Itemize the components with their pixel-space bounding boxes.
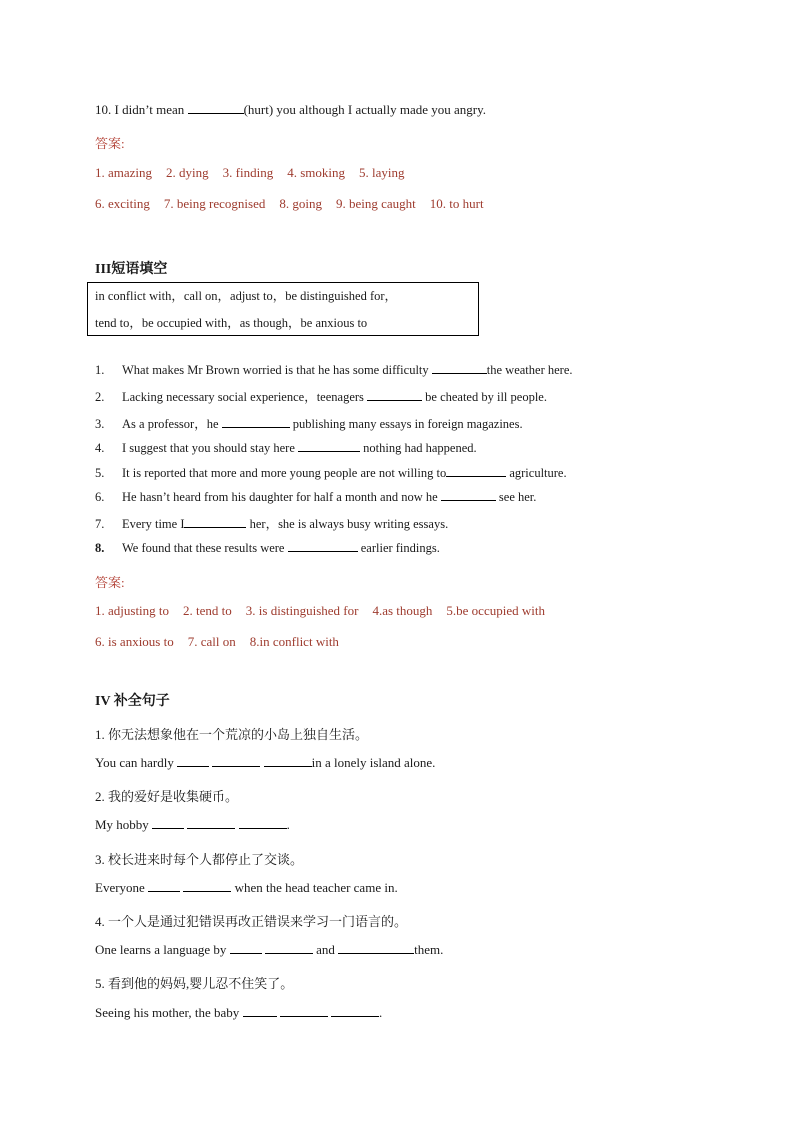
answer-item: 3. finding	[222, 165, 274, 180]
answer-row	[95, 165, 419, 181]
answer-blank[interactable]	[212, 755, 260, 767]
sentence-text: .	[286, 817, 290, 832]
question-text: agriculture.	[506, 466, 567, 480]
question-text: see her.	[495, 490, 537, 504]
answer-blank[interactable]	[187, 817, 235, 829]
answer-blank[interactable]	[432, 362, 487, 374]
question-item	[95, 489, 536, 505]
chinese-sentence: 1. 你无法想象他在一个荒凉的小岛上独自生活。	[95, 727, 369, 742]
answer-blank[interactable]	[243, 1005, 277, 1017]
question-text: Every time I	[122, 517, 185, 531]
sentence-text: One learns a language by	[95, 942, 230, 957]
answer-blank[interactable]	[222, 416, 290, 428]
english-sentence	[95, 1005, 382, 1021]
question-number: 2.	[95, 390, 105, 404]
answer-item: 2. dying	[166, 165, 209, 180]
answer-blank[interactable]	[184, 516, 246, 528]
answer-blank[interactable]	[148, 880, 180, 892]
question-item	[95, 465, 567, 481]
answer-row	[95, 196, 498, 212]
answer-blank[interactable]	[288, 540, 358, 552]
answer-blank[interactable]	[230, 942, 262, 954]
question-text: her，she is always busy writing essays.	[246, 517, 449, 531]
question-item	[95, 514, 448, 532]
question-number: 1.	[95, 363, 105, 377]
question-number: 3.	[95, 417, 105, 431]
answer-blank[interactable]	[331, 1005, 379, 1017]
answer-item: 6. exciting	[95, 196, 150, 211]
question-number: 6.	[95, 490, 105, 504]
answer-item: 6. is anxious to	[95, 634, 174, 649]
question-number: 5.	[95, 466, 105, 480]
section-heading: IV 补全句子	[95, 694, 170, 709]
answer-item: 10. to hurt	[429, 196, 484, 211]
sentence-text: them.	[414, 942, 444, 957]
question-text: earlier findings.	[357, 541, 440, 555]
answer-blank[interactable]	[188, 102, 244, 114]
sentence-text: when the head teacher came in.	[231, 880, 398, 895]
answer-item: 4.as though	[372, 603, 433, 618]
question-text: the weather here.	[486, 363, 573, 377]
phrase-box-line: in conflict with，call on，adjust to，be distinguished for，	[95, 289, 398, 303]
question-text: We found that these results were	[122, 541, 288, 555]
answer-blank[interactable]	[183, 880, 231, 892]
question-text: As a professor，he	[122, 417, 222, 431]
answer-row	[95, 603, 559, 619]
answer-item: 7. being recognised	[163, 196, 266, 211]
answer-item: 9. being caught	[335, 196, 416, 211]
sentence-text: .	[379, 1005, 383, 1020]
answer-item: 7. call on	[187, 634, 236, 649]
question-text: Lacking necessary social experience，teenagers	[122, 390, 368, 404]
answer-blank[interactable]	[367, 389, 422, 401]
answer-blank[interactable]	[446, 465, 506, 477]
answer-label: 答案:	[95, 575, 125, 590]
phrase-box-line: tend to，be occupied with，as though，be anxious to	[95, 316, 368, 330]
sentence-text: in a lonely island alone.	[311, 755, 436, 770]
answer-item: 5. laying	[359, 165, 405, 180]
question-10-text-before: 10. I didn’t mean	[95, 102, 188, 117]
answer-blank[interactable]	[338, 942, 414, 954]
question-text: What makes Mr Brown worried is that he has some difficulty	[122, 363, 432, 377]
answer-item: 5.be occupied with	[446, 603, 545, 618]
question-number: 7.	[95, 517, 105, 531]
answer-item: 1. amazing	[95, 165, 153, 180]
sentence-text: Everyone	[95, 880, 149, 895]
chinese-sentence: 3. 校长进来时每个人都停止了交谈。	[95, 852, 304, 867]
sentence-text: and	[312, 942, 339, 957]
question-item	[95, 387, 547, 405]
answer-item: 8.in conflict with	[249, 634, 339, 649]
question-text: nothing had happened.	[360, 441, 477, 455]
chinese-sentence: 2. 我的爱好是收集硬币。	[95, 789, 239, 804]
question-text: He hasn’t heard from his daughter for half a month and now he	[122, 490, 441, 504]
question-text: It is reported that more and more young people are not willing to	[122, 466, 447, 480]
answer-blank[interactable]	[177, 755, 209, 767]
english-sentence	[95, 755, 435, 771]
question-10-text-after: (hurt) you although I actually made you angry.	[243, 102, 487, 117]
sentence-text: My hobby	[95, 817, 153, 832]
question-text: publishing many essays in foreign magazines.	[289, 417, 523, 431]
question-item	[95, 362, 573, 378]
answer-row	[95, 634, 353, 650]
section-heading: III短语填空	[95, 262, 168, 277]
phrase-box	[87, 282, 479, 336]
answer-blank[interactable]	[280, 1005, 328, 1017]
question-item	[95, 414, 523, 432]
answer-blank[interactable]	[265, 942, 313, 954]
sentence-text: You can hardly	[95, 755, 178, 770]
question-item	[95, 440, 477, 456]
answer-label: 答案:	[95, 136, 125, 151]
question-number: 8.	[95, 541, 105, 555]
answer-blank[interactable]	[298, 440, 360, 452]
question-item	[95, 540, 440, 556]
question-10	[95, 102, 486, 118]
question-text: I suggest that you should stay here	[122, 441, 299, 455]
answer-item: 3. is distinguished for	[245, 603, 359, 618]
chinese-sentence: 4. 一个人是通过犯错误再改正错误来学习一门语言的。	[95, 914, 408, 929]
answer-item: 8. going	[279, 196, 322, 211]
sentence-text: Seeing his mother, the baby	[95, 1005, 243, 1020]
answer-blank[interactable]	[441, 489, 496, 501]
question-text: be cheated by ill people.	[422, 390, 547, 404]
answer-blank[interactable]	[239, 817, 287, 829]
answer-item: 4. smoking	[287, 165, 346, 180]
english-sentence	[95, 880, 398, 896]
answer-item: 1. adjusting to	[95, 603, 170, 618]
english-sentence	[95, 942, 443, 958]
chinese-sentence: 5. 看到他的妈妈,婴儿忍不住笑了。	[95, 976, 294, 991]
question-number: 4.	[95, 441, 105, 455]
answer-blank[interactable]	[264, 755, 312, 767]
answer-item: 2. tend to	[183, 603, 232, 618]
answer-blank[interactable]	[152, 817, 184, 829]
english-sentence	[95, 817, 290, 833]
